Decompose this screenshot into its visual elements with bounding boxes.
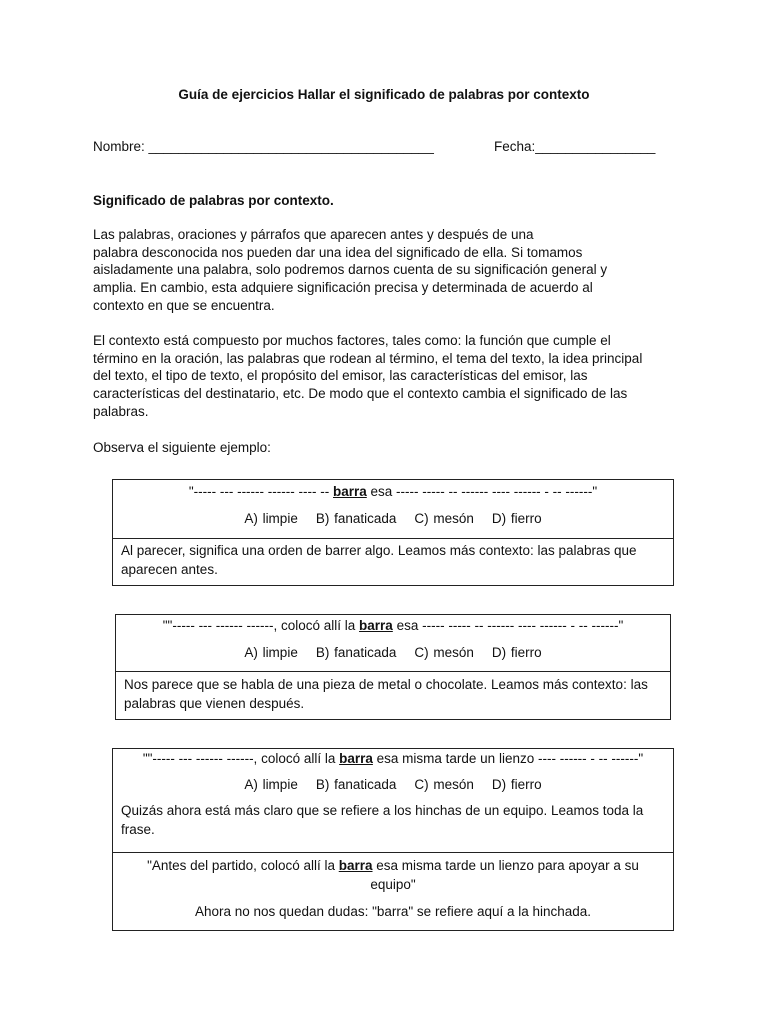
- keyword: barra: [333, 484, 367, 499]
- paragraph-line: características del destinatario, etc. De modo que el contexto cambia el significado de las: [93, 386, 628, 402]
- option-c: C) mesón: [414, 511, 474, 526]
- answer-options: [116, 633, 670, 660]
- paragraph-line: contexto en que se encuentra.: [93, 297, 275, 313]
- option-c: C) mesón: [414, 645, 474, 660]
- date-field-label: Fecha:________________: [494, 139, 656, 154]
- option-c: C) mesón: [414, 777, 474, 792]
- full-sentence: "Antes del partido, colocó allí la barra esa misma tarde un lienzo para apoyar a su: [147, 858, 639, 873]
- paragraph-line: Las palabras, oraciones y párrafos que aparecen antes y después de una: [93, 227, 534, 242]
- intro-paragraph: [93, 226, 683, 315]
- option-d: D) fierro: [491, 777, 542, 792]
- option-b: B) fanaticada: [315, 645, 397, 660]
- example-prompt: [116, 615, 670, 671]
- example-box-2: [115, 614, 671, 720]
- explanation-line: Al parecer, significa una orden de barrer algo. Leamos más contexto: las palabras que: [121, 543, 637, 558]
- explanation-line: palabras que vienen después.: [124, 696, 305, 711]
- page-title: Guía de ejercicios Hallar el significado de palabras por contexto: [178, 87, 590, 102]
- answer-options: [113, 766, 673, 792]
- paragraph-line: amplia. En cambio, esta adquiere significación precisa y determinada de acuerdo al: [93, 280, 593, 296]
- answer-options: [113, 499, 673, 526]
- keyword: barra: [339, 751, 373, 766]
- example-sentence: ""----- --- ------ ------, colocó allí la barra esa ----- ----- -- ------ ---- ------ - -- ------": [162, 618, 624, 633]
- paragraph-line: El contexto está compuesto por muchos factores, tales como: la función que cumple el: [93, 333, 611, 348]
- option-b: B) fanaticada: [315, 777, 397, 792]
- example-explanation: [116, 671, 670, 713]
- explanation-line: Nos parece que se habla de una pieza de metal o chocolate. Leamos más contexto: las: [124, 677, 648, 692]
- paragraph-line: palabras.: [93, 403, 149, 419]
- observe-prompt: Observa el siguiente ejemplo:: [93, 440, 271, 455]
- option-a: A) limpie: [244, 777, 298, 792]
- keyword: barra: [338, 858, 373, 873]
- context-paragraph: [93, 332, 683, 421]
- example-explanation: [113, 792, 673, 839]
- full-sentence-section: [113, 852, 673, 921]
- paragraph-line: del texto, el tipo de texto, el propósito del emisor, las características del emisor, las: [93, 368, 588, 384]
- paragraph-line: aisladamente una palabra, solo podremos darnos cuenta de su significación general y: [93, 262, 608, 278]
- example-sentence: "----- --- ------ ------ ---- -- barra esa ----- ----- -- ------ ---- ------ - -- ------": [188, 484, 598, 499]
- explanation-line: Quizás ahora está más claro que se refiere a los hinchas de un equipo. Leamos toda la: [121, 803, 644, 818]
- full-sentence-end: equipo": [370, 877, 416, 892]
- explanation-line: aparecen antes.: [121, 562, 218, 577]
- name-field-label: Nombre: ______________________________________: [93, 139, 434, 154]
- example-box-3: [112, 748, 674, 931]
- option-b: B) fanaticada: [315, 511, 397, 526]
- example-explanation: [113, 538, 673, 579]
- explanation-line: frase.: [121, 822, 155, 837]
- keyword: barra: [359, 618, 393, 633]
- paragraph-line: término en la oración, las palabras que rodean al término, el tema del texto, la idea principal: [93, 350, 643, 366]
- section-title: Significado de palabras por contexto.: [93, 193, 334, 208]
- option-d: D) fierro: [491, 645, 542, 660]
- option-a: A) limpie: [244, 511, 298, 526]
- example-box-1: [112, 479, 674, 586]
- conclusion-text: Ahora no nos quedan dudas: "barra" se refiere aquí a la hinchada.: [194, 904, 592, 919]
- option-d: D) fierro: [491, 511, 542, 526]
- example-prompt: [113, 749, 673, 852]
- example-prompt: [113, 480, 673, 538]
- paragraph-line: palabra desconocida nos pueden dar una idea del significado de ella. Si tomamos: [93, 244, 583, 260]
- example-sentence: ""----- --- ------ ------, colocó allí la barra esa misma tarde un lienzo ---- ------ - -- ------": [142, 751, 644, 766]
- option-a: A) limpie: [244, 645, 298, 660]
